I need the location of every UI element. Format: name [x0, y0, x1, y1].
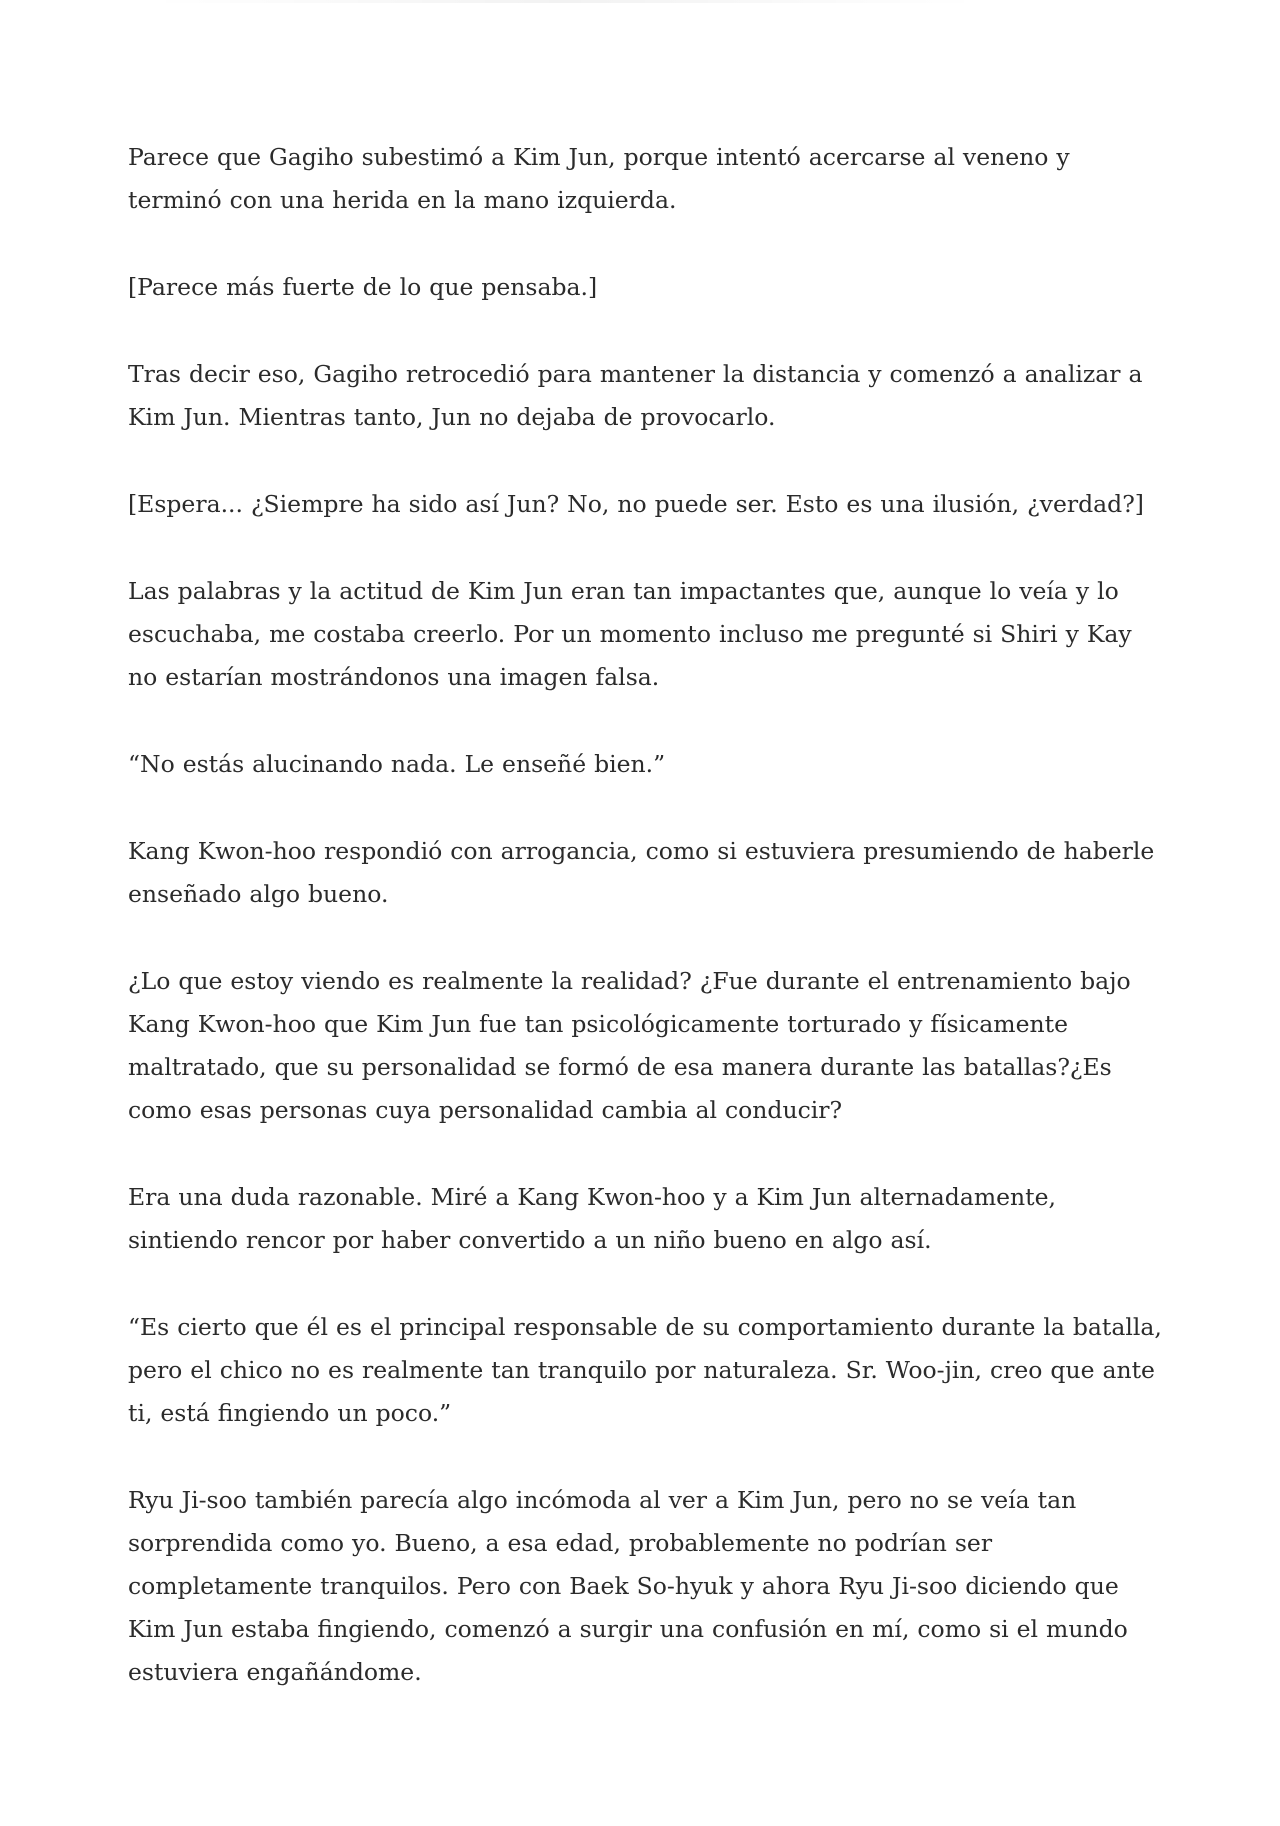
document-body — [128, 136, 1168, 1738]
paragraph: Parece que Gagiho subestimó a Kim Jun, porque intentó acercarse al veneno y terminó con una herida en la mano izquierda. — [128, 143, 1070, 214]
paragraph: [Espera... ¿Siempre ha sido así Jun? No, no puede ser. Esto es una ilusión, ¿verdad?] — [128, 490, 1144, 518]
paragraph: Ryu Ji-soo también parecía algo incómoda al ver a Kim Jun, pero no se veía tan sorprendida como yo. Bueno, a esa edad, probablemente no podrían ser completamente tranquilos. Pero con Baek So-hyuk y ahora Ryu Ji-soo diciendo que Kim Jun estaba fingiendo, comenzó a surgir una confusión en mí, como si el mundo estuviera engañándome. — [128, 1486, 1128, 1686]
paragraph: Era una duda razonable. Miré a Kang Kwon-hoo y a Kim Jun alternadamente, sintiendo rencor por haber convertido a un niño bueno en algo así. — [128, 1183, 1056, 1254]
paragraph: Las palabras y la actitud de Kim Jun eran tan impactantes que, aunque lo veía y lo escuchaba, me costaba creerlo. Por un momento incluso me pregunté si Shiri y Kay no estarían mostrándonos una imagen falsa. — [128, 577, 1132, 691]
page-top-edge — [150, 0, 980, 3]
paragraph: “Es cierto que él es el principal responsable de su comportamiento durante la batalla, pero el chico no es realmente tan tranquilo por naturaleza. Sr. Woo-jin, creo que ante ti, está fingiendo un poco.” — [128, 1313, 1162, 1427]
paragraph: Tras decir eso, Gagiho retrocedió para mantener la distancia y comenzó a analizar a Kim Jun. Mientras tanto, Jun no dejaba de provocarlo. — [128, 360, 1143, 431]
paragraph: Kang Kwon-hoo respondió con arrogancia, como si estuviera presumiendo de haberle enseñado algo bueno. — [128, 837, 1155, 908]
paragraph: “No estás alucinando nada. Le enseñé bien.” — [128, 750, 666, 778]
paragraph: ¿Lo que estoy viendo es realmente la realidad? ¿Fue durante el entrenamiento bajo Kang Kwon-hoo que Kim Jun fue tan psicológicamente torturado y físicamente maltratado, que su personalidad se formó de esa manera durante las batallas?¿Es como esas personas cuya personalidad cambia al conducir? — [128, 967, 1131, 1124]
paragraph: [Parece más fuerte de lo que pensaba.] — [128, 273, 598, 301]
